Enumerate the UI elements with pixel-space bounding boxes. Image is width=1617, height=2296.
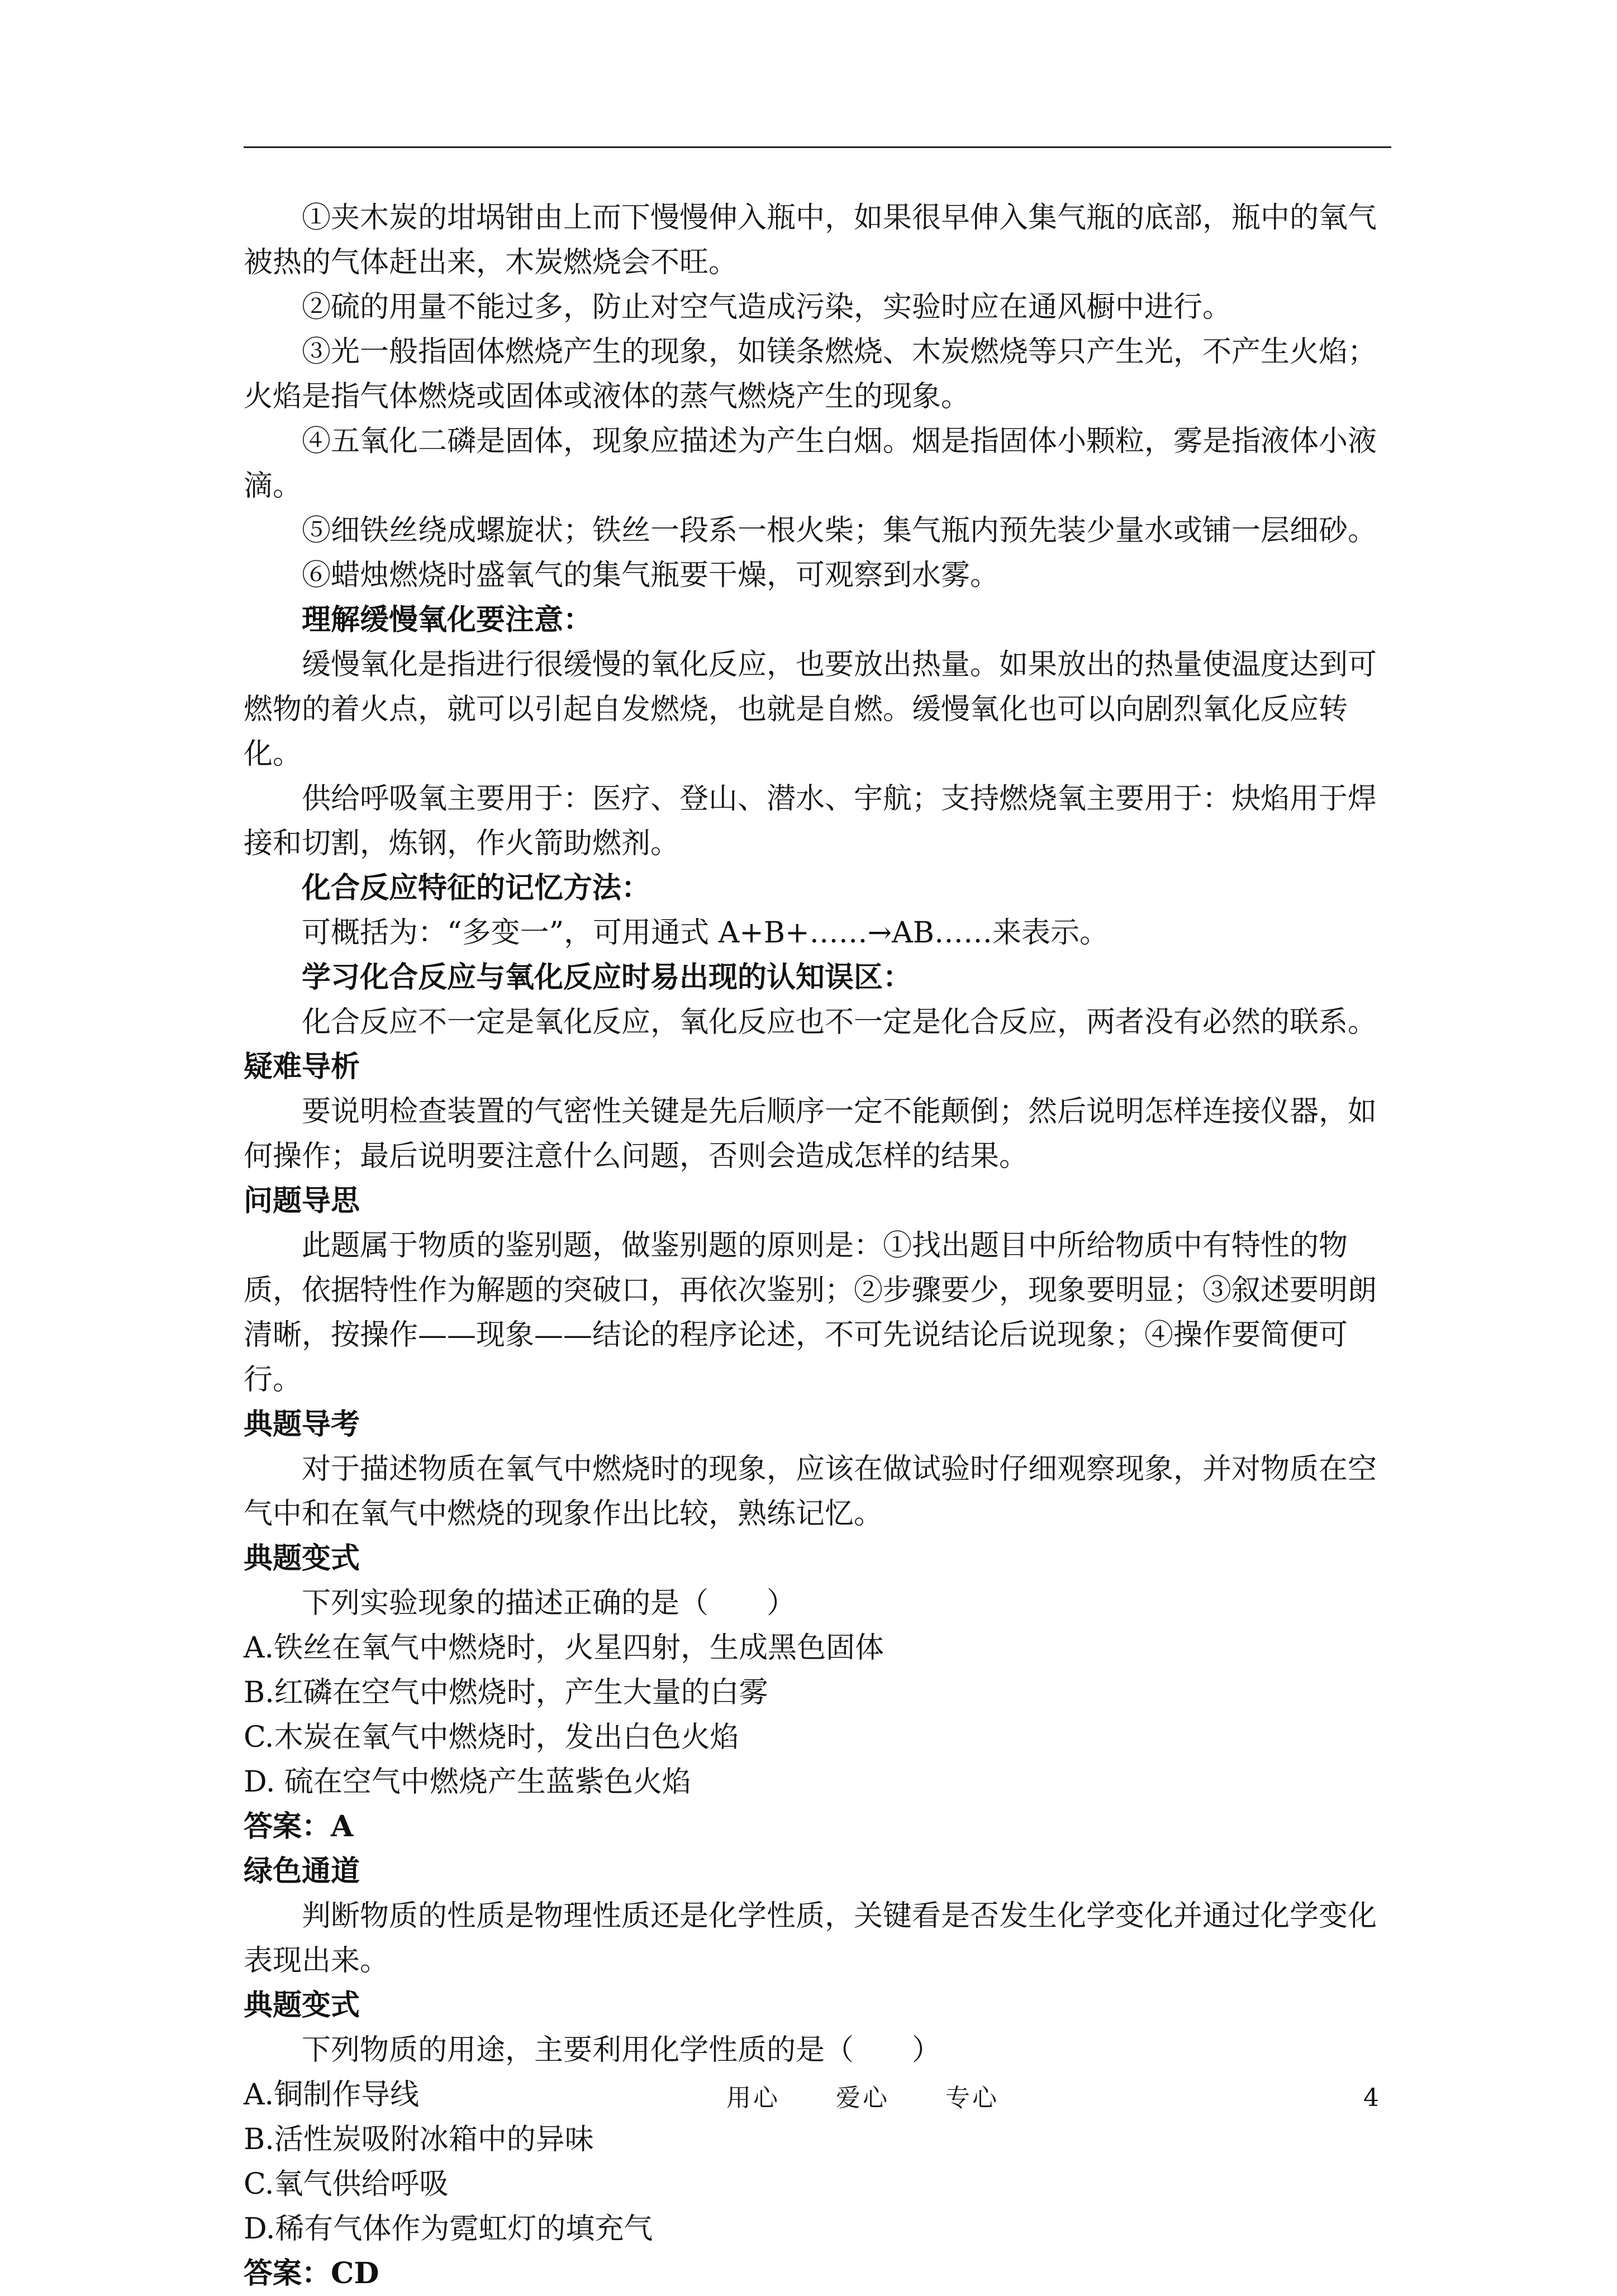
paragraph: 此题属于物质的鉴别题，做鉴别题的原则是：①找出题目中所给物质中有特性的物质，依据特性作为解题的突破口，再依次鉴别；②步骤要少，现象要明显；③叙述要明朗清晰，按操作——现象——结论的程序论述，不可先说结论后说现象；④操作要简便可行。 — [244, 1229, 1377, 1397]
paragraph: 对于描述物质在氧气中燃烧时的现象，应该在做试验时仔细观察现象，并对物质在空气中和在氧气中燃烧的现象作出比较，熟练记忆。 — [244, 1452, 1377, 1531]
page-number: 4 — [1363, 2084, 1379, 2112]
section-heading: 典题导考 — [244, 1407, 360, 1441]
option-line: A.铜制作导线 — [244, 2078, 420, 2112]
option-line: D. 硫在空气中燃烧产生蓝紫色火焰 — [244, 1765, 691, 1799]
paragraph: 化合反应不一定是氧化反应，氧化反应也不一定是化合反应，两者没有必然的联系。 — [302, 1006, 1377, 1039]
footer-motto-3: 专心 — [945, 2084, 999, 2112]
paragraph: ③光一般指固体燃烧产生的现象，如镁条燃烧、木炭燃烧等只产生光，不产生火焰；火焰是指气体燃烧或固体或液体的蒸气燃烧产生的现象。 — [244, 335, 1377, 413]
option-line: A.铁丝在氧气中燃烧时，火星四射，生成黑色固体 — [244, 1631, 884, 1665]
paragraph: 供给呼吸氧主要用于：医疗、登山、潜水、宇航；支持燃烧氧主要用于：炔焰用于焊接和切割，炼钢，作火箭助燃剂。 — [244, 782, 1377, 860]
section-heading: 问题导思 — [244, 1184, 360, 1218]
paragraph: ④五氧化二磷是固体，现象应描述为产生白烟。烟是指固体小颗粒，雾是指液体小液滴。 — [244, 425, 1377, 503]
footer-motto-1: 用心 — [726, 2084, 780, 2112]
option-line: C.木炭在氧气中燃烧时，发出白色火焰 — [244, 1721, 739, 1754]
subheading: 学习化合反应与氧化反应时易出现的认知误区： — [302, 960, 912, 994]
section-heading: 答案：A — [244, 1809, 354, 1844]
document-body — [244, 196, 1391, 2296]
paragraph: 缓慢氧化是指进行很缓慢的氧化反应，也要放出热量。如果放出的热量使温度达到可燃物的着火点，就可以引起自发燃烧，也就是自燃。缓慢氧化也可以向剧烈氧化反应转化。 — [244, 648, 1377, 771]
option-line: B.红磷在空气中燃烧时，产生大量的白雾 — [244, 1676, 768, 1709]
paragraph: ②硫的用量不能过多，防止对空气造成污染，实验时应在通风橱中进行。 — [302, 290, 1232, 324]
subheading: 化合反应特征的记忆方法： — [302, 871, 651, 905]
paragraph: 下列实验现象的描述正确的是（ ） — [302, 1587, 796, 1620]
subheading: 理解缓慢氧化要注意： — [302, 603, 593, 637]
option-line: B.活性炭吸附冰箱中的异味 — [244, 2123, 594, 2156]
section-heading: 典题变式 — [244, 1988, 360, 2022]
section-heading: 典题变式 — [244, 1541, 360, 1575]
option-line: D.稀有气体作为霓虹灯的填充气 — [244, 2212, 653, 2246]
paragraph: ①夹木炭的坩埚钳由上而下慢慢伸入瓶中，如果很早伸入集气瓶的底部，瓶中的氧气被热的气体赶出来，木炭燃烧会不旺。 — [244, 201, 1377, 279]
paragraph: ⑥蜡烛燃烧时盛氧气的集气瓶要干燥，可观察到水雾。 — [302, 559, 1000, 592]
section-heading: 答案：CD — [244, 2256, 379, 2290]
header-rule — [244, 146, 1391, 148]
option-line: C.氧气供给呼吸 — [244, 2168, 449, 2201]
paragraph: 下列物质的用途，主要利用化学性质的是（ ） — [302, 2033, 941, 2067]
paragraph: 判断物质的性质是物理性质还是化学性质，关键看是否发生化学变化并通过化学变化表现出来。 — [244, 1899, 1377, 1978]
section-heading: 疑难导析 — [244, 1050, 360, 1084]
footer-motto-2: 爱心 — [836, 2084, 890, 2112]
section-heading: 绿色通道 — [244, 1854, 360, 1888]
page-footer — [726, 2081, 1028, 2115]
paragraph: 要说明检查装置的气密性关键是先后顺序一定不能颠倒；然后说明怎样连接仪器，如何操作；最后说明要注意什么问题，否则会造成怎样的结果。 — [244, 1095, 1377, 1173]
paragraph: ⑤细铁丝绕成螺旋状；铁丝一段系一根火柴；集气瓶内预先装少量水或铺一层细砂。 — [302, 514, 1377, 547]
paragraph: 可概括为：“多变一”，可用通式 A+B+……→AB……来表示。 — [302, 916, 1109, 950]
